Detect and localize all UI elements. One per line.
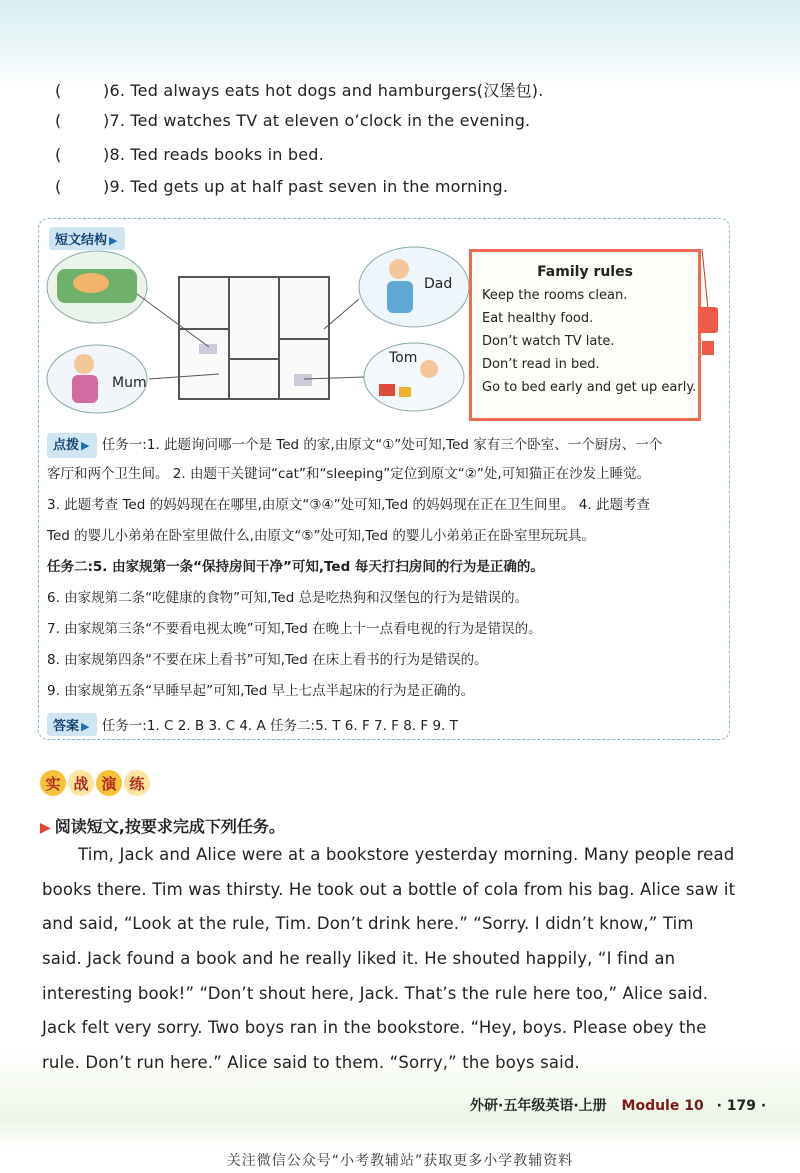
rule-item: Go to bed early and get up early. (482, 380, 697, 395)
explanation-line: 6. 由家规第二条“吃健康的食物”可知,Ted 总是吃热狗和汉堡包的行为是错误的。 (47, 590, 529, 606)
practice-char: 战 (68, 770, 94, 796)
explanation-line: 客厅和两个卫生间。 2. 由题干关键词“cat”和“sleeping”定位到原文“②”处,可知猫正在沙发上睡觉。 (47, 466, 651, 482)
story-line: books there. Tim was thirsty. He took out a bottle of cola from his bag. Alice saw it (42, 880, 736, 899)
explanation-line: 8. 由家规第四条“不要在床上看书”可知,Ted 在床上看书的行为是错误的。 (47, 652, 488, 668)
structure-illustration (39, 219, 469, 419)
question-8 (55, 145, 324, 164)
answer-paren[interactable]: ( (55, 177, 62, 196)
explanation-line: 任务二:5. 由家规第一条“保持房间干净”可知,Ted 每天打扫房间的行为是正确的。 (47, 559, 544, 575)
practice-char: 练 (124, 770, 150, 796)
rule-item: Don’t watch TV late. (482, 334, 615, 349)
bottom-note: 关注微信公众号“小考教辅站”获取更多小学教辅资料 (226, 1153, 574, 1169)
question-text: )6. Ted always eats hot dogs and hamburgers(汉堡包). (103, 81, 544, 100)
explanation-line: 3. 此题考查 Ted 的妈妈现在在哪里,由原文“③④”处可知,Ted 的妈妈现在正在卫生间里。 4. 此题考查 (47, 497, 650, 513)
module-label: Module 10 (621, 1098, 704, 1114)
explanation-line: 7. 由家规第三条“不要看电视太晚”可知,Ted 在晚上十一点看电视的行为是错误的。 (47, 621, 542, 637)
answer-paren[interactable]: ( (55, 81, 62, 100)
story-line: interesting book!” “Don’t shout here, Jack. That’s the rule here too,” Alice said. (42, 984, 709, 1003)
question-6 (55, 78, 544, 101)
explanation-line: 任务一:1. 此题询问哪一个是 Ted 的家,由原文“①”处可知,Ted 家有三个卧室、一个厨房、一个 (101, 437, 663, 453)
practice-title (40, 770, 150, 796)
answers-tag: 答案 ▶ (47, 713, 97, 736)
question-text: )8. Ted reads books in bed. (103, 145, 324, 164)
hanging-tag-icon (694, 249, 724, 359)
explanation-line: 9. 由家规第五条“早睡早起”可知,Ted 早上七点半起床的行为是正确的。 (47, 683, 475, 699)
structure-box (38, 218, 730, 740)
explanation-line: Ted 的婴儿小弟弟在卧室里做什么,由原文“⑤”处可知,Ted 的婴儿小弟弟正在卧室里玩玩具。 (47, 528, 595, 544)
story-line: rule. Don’t run here.” Alice said to them. “Sorry,” the boys said. (42, 1053, 580, 1072)
dad-illustration (359, 247, 469, 327)
mum-label: Mum (112, 375, 147, 391)
question-7 (55, 111, 530, 130)
book-title: 外研·五年级英语·上册 (470, 1098, 607, 1114)
rule-item: Eat healthy food. (482, 311, 594, 326)
tom-label: Tom (389, 350, 418, 366)
practice-char: 演 (96, 770, 122, 796)
sofa-cat-illustration (47, 251, 147, 323)
story-line: said. Jack found a book and he really liked it. He shouted happily, “I find an (42, 949, 676, 968)
explanation-tag: 点拨 ▶ (47, 433, 97, 458)
instruction-text: 阅读短文,按要求完成下列任务。 (54, 817, 285, 836)
page-footer (470, 1095, 766, 1115)
story-line: and said, “Look at the rule, Tim. Don’t drink here.” “Sorry. I didn’t know,” Tim (42, 914, 694, 933)
rules-title: Family rules (537, 264, 633, 280)
answers-text: 任务一:1. C 2. B 3. C 4. A 任务二:5. T 6. F 7. F 8. F 9. T (101, 718, 458, 734)
answers-line (47, 713, 458, 736)
rule-item: Don’t read in bed. (482, 357, 600, 372)
instruction (40, 814, 285, 837)
dad-label: Dad (424, 276, 453, 292)
floor-plan (179, 277, 329, 399)
rule-item: Keep the rooms clean. (482, 288, 628, 303)
practice-char: 实 (40, 770, 66, 796)
triangle-icon: ▶ (40, 820, 51, 836)
explanation-task1 (47, 433, 727, 458)
answer-paren[interactable]: ( (55, 145, 62, 164)
page-number: · 179 · (716, 1098, 767, 1114)
question-text: )9. Ted gets up at half past seven in the morning. (103, 177, 509, 196)
family-rules-card (469, 249, 701, 421)
question-text: )7. Ted watches TV at eleven o’clock in the evening. (103, 111, 531, 130)
answer-paren[interactable]: ( (55, 111, 62, 130)
question-9 (55, 177, 508, 196)
story-line: Jack felt very sorry. Two boys ran in the bookstore. “Hey, boys. Please obey the (42, 1018, 707, 1037)
story-line: Tim, Jack and Alice were at a bookstore yesterday morning. Many people read (78, 845, 735, 864)
structure-tag: 短文结构 ▶ (49, 227, 125, 250)
